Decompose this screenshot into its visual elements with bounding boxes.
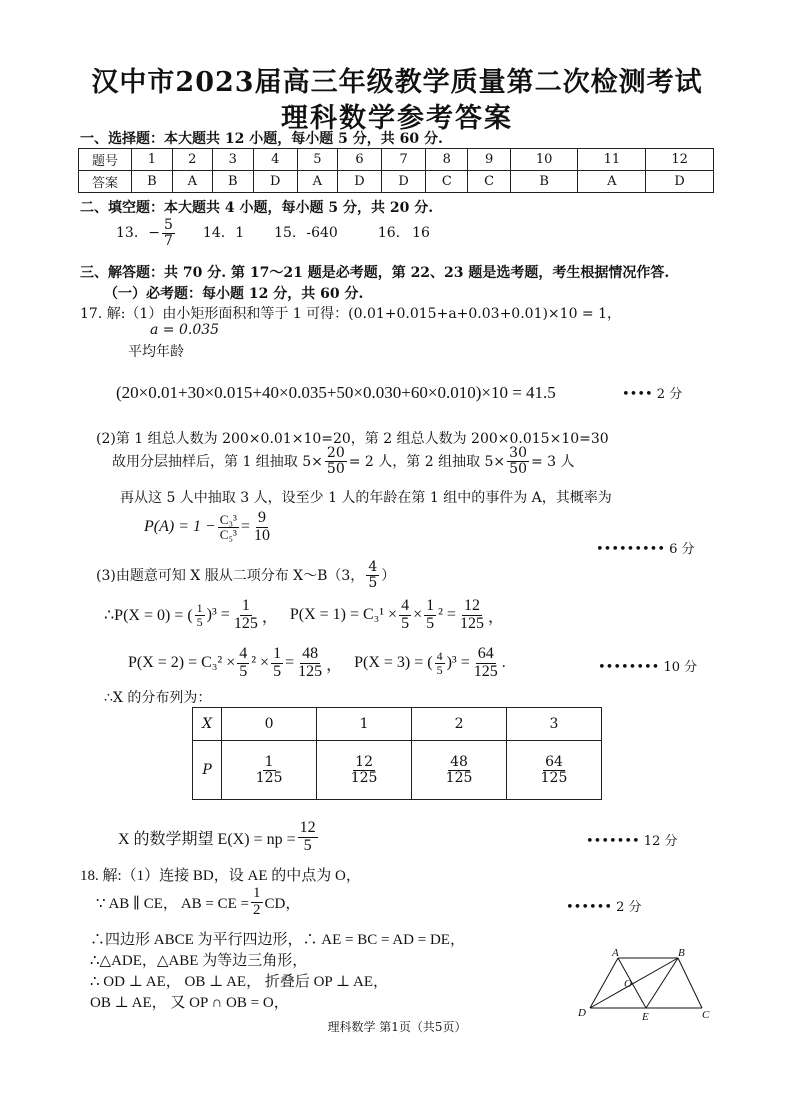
dist-x-label: X [193, 708, 222, 741]
q17-p2-frac2 [507, 446, 529, 476]
label-e: E [642, 1011, 649, 1022]
q18-line6: OB ⊥ AE， 又 OP ∩ OB = O， [90, 995, 289, 1011]
q17-p3x-frac1 [435, 650, 445, 676]
dist-p-value [412, 741, 507, 800]
dist-p-num: 1 [264, 753, 274, 770]
q17-p1-c: ² = [438, 606, 456, 624]
question-number-cell: 12 [646, 149, 714, 171]
dist-p-label: P [193, 741, 222, 800]
q17-prob-row2 [128, 646, 506, 681]
q17-p1-frac1-num: 4 [401, 597, 410, 614]
q17-p2-text-a: 故用分层抽样后，第 1 组抽取 5× [112, 454, 323, 471]
fill-in-answers [116, 218, 430, 248]
q17-p1-frac1 [399, 598, 411, 633]
page-footer: 理科数学 第1页（共5页） [327, 1020, 467, 1034]
question-number-cell: 5 [297, 149, 337, 171]
question-number-cell: 8 [426, 149, 468, 171]
q17-p0-a: ∴P(X = 0) = ( [104, 607, 193, 625]
q17-p2x-frac2-den: 5 [273, 662, 282, 680]
q17-line1: 17. 解:（1）由小矩形面积和等于 1 可得：(0.01+0.015+a+0.03+0.01)×10 = 1， [80, 306, 622, 322]
q17-p2-b: ² × [251, 654, 270, 672]
dist-p-value [222, 741, 317, 800]
dist-p-den: 125 [445, 769, 473, 786]
q17-pa-result-den: 10 [253, 526, 270, 544]
q17-p3-b: )³ = [446, 654, 470, 672]
q17-p0-b: )³ = [206, 606, 230, 624]
q17-p1-frac2 [424, 598, 436, 633]
q17-p3x-frac2-den: 125 [473, 662, 498, 680]
q17-p2x-frac2-num: 1 [273, 645, 282, 662]
q17-p2x-frac3 [296, 646, 324, 681]
label-c: C [702, 1009, 710, 1021]
q17-p2-frac2-den: 50 [509, 460, 527, 477]
q17-p0-frac1-den: 5 [196, 614, 203, 629]
q17-p2-frac1-num: 20 [326, 445, 345, 461]
q17-probability-pa [144, 510, 274, 545]
q14-label: 14. [202, 225, 226, 242]
q18-score-2: •••••• 2 分 [566, 900, 642, 915]
answer-cell: D [253, 171, 297, 193]
answer-cell: B [510, 171, 578, 193]
question-number-cell: 3 [212, 149, 253, 171]
q17-score-2: •••• 2 分 [622, 387, 683, 402]
q17-p1-frac3 [458, 598, 486, 633]
answer-cell: A [578, 171, 646, 193]
q17-score-10: •••••••• 10 分 [598, 660, 698, 675]
label-b: B [678, 947, 685, 959]
section3-heading: 三、解答题：共 70 分. 第 17～21 题是必考题，第 22、23 题是选考题，考生根据情况作答. [80, 265, 670, 281]
section2-heading: 二、填空题：本大题共 4 小题，每小题 5 分，共 20 分. [80, 200, 434, 216]
q17-p2-frac2-num: 30 [509, 445, 527, 461]
q13-sign: − [148, 225, 160, 242]
q17-score-6: ••••••••• 6 分 [596, 542, 695, 557]
q17-p0-frac2-num: 1 [241, 597, 250, 614]
q17-p2x-frac2 [271, 646, 283, 681]
q18-l2-frac-num: 1 [253, 885, 261, 901]
q15-label: 15. [274, 225, 297, 242]
question-number-row [79, 149, 714, 171]
answer-cell: C [426, 171, 468, 193]
q17-p1-a: P(X = 1) = C₃¹ × [289, 606, 398, 624]
question-number-cell: 2 [172, 149, 212, 171]
dist-p-den: 125 [255, 769, 283, 786]
dist-p-den: 125 [350, 769, 378, 786]
q17-p3-text-a: (3)由题意可知 X 服从二项分布 X～B（3， [96, 568, 365, 585]
q17-p2-text-b: = 2 人，第 2 组抽取 5× [348, 454, 506, 471]
segment-bc [678, 958, 702, 1008]
answer-cell: D [382, 171, 426, 193]
q18-line1: 18. 解:（1）连接 BD，设 AE 的中点为 O， [80, 868, 361, 884]
answer-cell: C [468, 171, 510, 193]
q17-p3-text-b: ） [381, 568, 396, 585]
q17-p3x-frac2 [472, 646, 500, 681]
q17-pa-result [252, 510, 272, 545]
answer-cell: B [212, 171, 253, 193]
question-number-cell: 6 [337, 149, 381, 171]
dist-x-value: 1 [317, 708, 412, 741]
dist-p-num: 64 [545, 753, 563, 770]
q18-l2-frac-den: 2 [253, 901, 261, 918]
q17-p3-frac-num: 4 [368, 559, 378, 575]
answer-cell: D [646, 171, 714, 193]
q17-p1-b: × [413, 606, 423, 624]
q17-expectation-num: 12 [299, 819, 316, 836]
q16-answer: 16 [412, 225, 430, 242]
segment-bd [590, 958, 678, 1008]
question-number-cell: 4 [253, 149, 297, 171]
q17-p2-c: = [285, 654, 295, 672]
q15-answer: -640 [306, 225, 338, 242]
q17-p2x-frac1-den: 5 [239, 662, 248, 680]
document-subtitle: 理科数学参考答案 [281, 103, 513, 134]
question-number-cell: 11 [578, 149, 646, 171]
dist-p-num: 48 [450, 753, 468, 770]
q18-line4: ∴△ADE，△ABE 为等边三角形， [90, 953, 308, 969]
q18-l2-text-b: CD， [264, 895, 301, 912]
dist-x-value: 2 [412, 708, 507, 741]
q13-label: 13. [116, 225, 139, 242]
q17-p1-frac2-den: 5 [426, 614, 435, 632]
q17-pa-result-num: 9 [257, 509, 266, 526]
q17-p2x-frac1-num: 4 [239, 645, 248, 662]
q18-line3: ∴四边形 ABCE 为平行四边形，∴ AE = BC = AD = DE， [90, 932, 465, 948]
q18-trapezoid-figure [576, 946, 714, 1022]
q17-p1-frac3-num: 12 [463, 597, 480, 614]
label-o: O [624, 978, 632, 990]
q17-expectation-text: X 的数学期望 E(X) = np = [118, 830, 296, 848]
q17-pa-comb-den: C₅³ [219, 526, 237, 542]
dist-p-value [317, 741, 412, 800]
q17-expectation-den: 5 [303, 836, 312, 854]
q18-line2 [96, 886, 300, 919]
q17-prob-row1 [104, 598, 504, 633]
q17-part3-line1 [96, 560, 395, 590]
q13-fraction [162, 218, 175, 248]
segment-ae [618, 958, 646, 1008]
segment-be [646, 958, 678, 1008]
q17-p3x-frac1-num: 4 [436, 649, 443, 664]
row-label-question: 题号 [79, 149, 132, 171]
q17-pa-comb-frac [218, 513, 239, 541]
answer-cell: D [337, 171, 381, 193]
q17-p1-frac1-den: 5 [401, 614, 410, 632]
q13-numerator: 5 [164, 217, 173, 233]
distribution-x-row [193, 708, 602, 741]
answer-cell: A [172, 171, 212, 193]
q17-expectation [118, 820, 320, 855]
q16-label: 16. [377, 225, 401, 242]
answer-cell: B [132, 171, 173, 193]
question-number-cell: 1 [132, 149, 173, 171]
q17-average-formula: (20×0.01+30×0.015+40×0.035+50×0.030+60×0.010)×10 = 41.5 [116, 383, 556, 402]
label-a: A [612, 947, 619, 959]
answer-row [79, 171, 714, 193]
q17-a-value: a = 0.035 [150, 322, 220, 338]
q17-p2x-frac1 [237, 646, 249, 681]
q17-part2-line3: 再从这 5 人中抽取 3 人，设至少 1 人的年龄在第 1 组中的事件为 A，其概率为 [120, 490, 612, 506]
q18-line5: ∴ OD ⊥ AE， OB ⊥ AE， 折叠后 OP ⊥ AE， [90, 974, 388, 990]
dist-x-value: 3 [507, 708, 602, 741]
q17-p2-frac1-den: 50 [326, 460, 345, 477]
q17-p0-frac2 [232, 598, 260, 633]
dist-p-num: 12 [355, 753, 373, 770]
q17-p1-e: ， [487, 608, 504, 626]
q17-pa-text: P(A) = 1 − [144, 518, 216, 536]
q17-score-12: ••••••• 12 分 [586, 834, 678, 849]
dist-x-value: 0 [222, 708, 317, 741]
q17-part2-line1: (2)第 1 组总人数为 200×0.01×10=20，第 2 组总人数为 200×0.015×10=30 [96, 431, 609, 447]
q17-p3-frac [366, 560, 379, 590]
q17-pa-comb-num: C₃³ [219, 512, 237, 528]
section3-subheading: （一）必考题：每小题 12 分，共 60 分. [104, 286, 364, 302]
dist-p-den: 125 [540, 769, 568, 786]
q17-p1-frac3-den: 125 [459, 614, 484, 632]
answer-cell: A [297, 171, 337, 193]
q17-distribution-label: ∴X 的分布列为： [104, 690, 212, 706]
question-number-cell: 9 [468, 149, 510, 171]
q17-p3x-frac1-den: 5 [436, 662, 443, 677]
q17-p2x-frac3-den: 125 [298, 662, 323, 680]
q17-average-age-label: 平均年龄 [128, 344, 184, 360]
question-number-cell: 7 [382, 149, 426, 171]
row-label-answer: 答案 [79, 171, 132, 193]
q17-p0-frac2-den: 125 [233, 614, 258, 632]
q17-pa-eq: = [240, 518, 250, 536]
q18-l2-text-a: ∵ AB ∥ CE， AB = CE = [96, 895, 249, 912]
distribution-p-row [193, 741, 602, 800]
q17-p3x-frac2-num: 64 [477, 645, 494, 662]
q17-p0-c: ， [261, 608, 278, 626]
q17-p0-frac1-num: 1 [196, 601, 203, 616]
q17-p2-e: ， [326, 656, 343, 674]
answer-table [78, 148, 714, 193]
q17-expectation-frac [298, 820, 318, 855]
distribution-table [192, 707, 602, 800]
q18-l2-frac [251, 886, 263, 919]
q17-p3-c: . [501, 654, 506, 672]
section1-heading: 一、选择题：本大题共 12 小题，每小题 5 分，共 60 分. [80, 131, 443, 147]
q14-answer: 1 [235, 225, 245, 242]
q17-p2-a: P(X = 2) = C₃² × [128, 654, 236, 672]
q17-p2-frac1 [325, 446, 347, 476]
q17-p2x-frac3-num: 48 [302, 645, 319, 662]
q17-p3-a: P(X = 3) = ( [354, 654, 433, 672]
q17-p1-frac2-num: 1 [426, 597, 435, 614]
label-d: D [578, 1007, 586, 1019]
question-number-cell: 10 [510, 149, 578, 171]
q17-p2-text-c: = 3 人 [531, 454, 575, 471]
q17-p0-frac1 [195, 602, 205, 628]
q17-part2-line2 [112, 446, 575, 476]
dist-p-value [507, 741, 602, 800]
q13-denominator: 7 [164, 232, 173, 249]
document-title: 汉中市2023届高三年级教学质量第二次检测考试 [91, 67, 703, 98]
q17-p3-frac-den: 5 [368, 574, 378, 591]
